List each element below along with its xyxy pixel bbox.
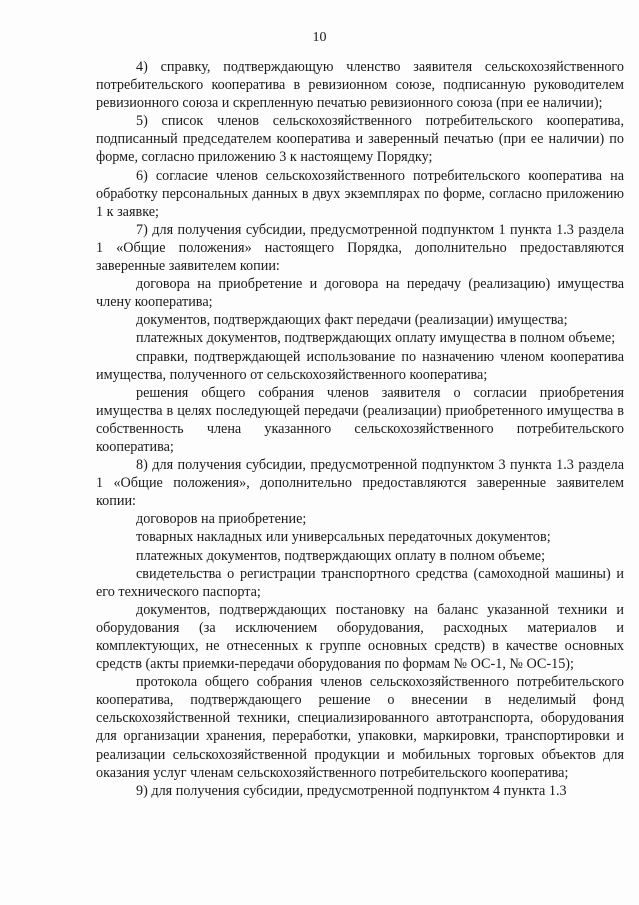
- page-number: 10: [312, 30, 327, 45]
- paragraph-invoices: товарных накладных или универсальных передаточных документов;: [136, 529, 551, 546]
- paragraph-item-4: 4) справку, подтверждающую членство заявителя сельскохозяйственного потребительского кооператива в ревизионном союзе, подписанную руководителем ревизионного союза и скрепленную печатью ревизионного союза (при ее наличии);: [96, 59, 624, 112]
- paragraph-payment-documents: платежных документов, подтверждающих оплату имущества в полном объеме;: [136, 330, 616, 347]
- paragraph-purchase-contracts: договоров на приобретение;: [136, 511, 307, 528]
- paragraph-item-8: 8) для получения субсидии, предусмотренной подпунктом 3 пункта 1.3 раздела 1 «Общие положения», дополнительно предоставляются заверенные заявителем копии:: [96, 457, 624, 510]
- paragraph-item-7: 7) для получения субсидии, предусмотренной подпунктом 1 пункта 1.3 раздела 1 «Общие положения» настоящего Порядка, дополнительно предоставляются заверенные заявителем копии:: [96, 221, 624, 275]
- paragraph-contract-copies: договора на приобретение и договора на передачу (реализацию) имущества члену кооператива;: [96, 276, 624, 311]
- paragraph-meeting-protocol: протокола общего собрания членов сельскохозяйственного потребительского кооператива, подтверждающего решение о внесении в неделимый фонд сельскохозяйственной техники, специализированного автотранспорта, оборудования для организации хранения, переработки, упаковки, маркировки, транспортировки и реализации сельскохозяйственной продукции и мобильных торговых объектов для оказания услуг членам сельскохозяйственного потребительского кооператива;: [96, 674, 624, 781]
- document-body: [96, 58, 624, 800]
- paragraph-vehicle-registration: свидетельства о регистрации транспортного средства (самоходной машины) и его технического паспорта;: [96, 565, 624, 600]
- paragraph-balance-documents: документов, подтверждающих постановку на баланс указанной техники и оборудования (за исключением оборудования, расходных материалов и комплектующих, не отнесенных к группе основных средств) в качестве основных средств (акты приемки-передачи оборудования по формам № ОС-1, № ОС-15);: [96, 601, 624, 673]
- paragraph-general-meeting-decision: решения общего собрания членов заявителя о согласии приобретения имущества в целях последующей передачи (реализации) приобретенного имущества в собственность члена указанного сельскохозяйственного потребительского кооператива;: [96, 384, 624, 455]
- paragraph-item-6: 6) согласие членов сельскохозяйственного потребительского кооператива на обработку персональных данных в двух экземплярах по форме, согласно приложению 1 к заявке;: [96, 167, 624, 220]
- paragraph-item-9: 9) для получения субсидии, предусмотренной подпунктом 4 пункта 1.3: [136, 782, 567, 799]
- paragraph-usage-certificate: справки, подтверждающей использование по назначению членом кооператива имущества, полученного от сельскохозяйственного кооператива;: [96, 348, 624, 383]
- paragraph-transfer-documents: документов, подтверждающих факт передачи (реализации) имущества;: [136, 312, 568, 329]
- paragraph-full-payment-documents: платежных документов, подтверждающих оплату в полном объеме;: [136, 547, 546, 564]
- paragraph-item-5: 5) список членов сельскохозяйственного потребительского кооператива, подписанный председателем кооператива и заверенный печатью (при ее наличии) по форме, согласно приложению 3 к настоящему Порядку;: [96, 113, 624, 166]
